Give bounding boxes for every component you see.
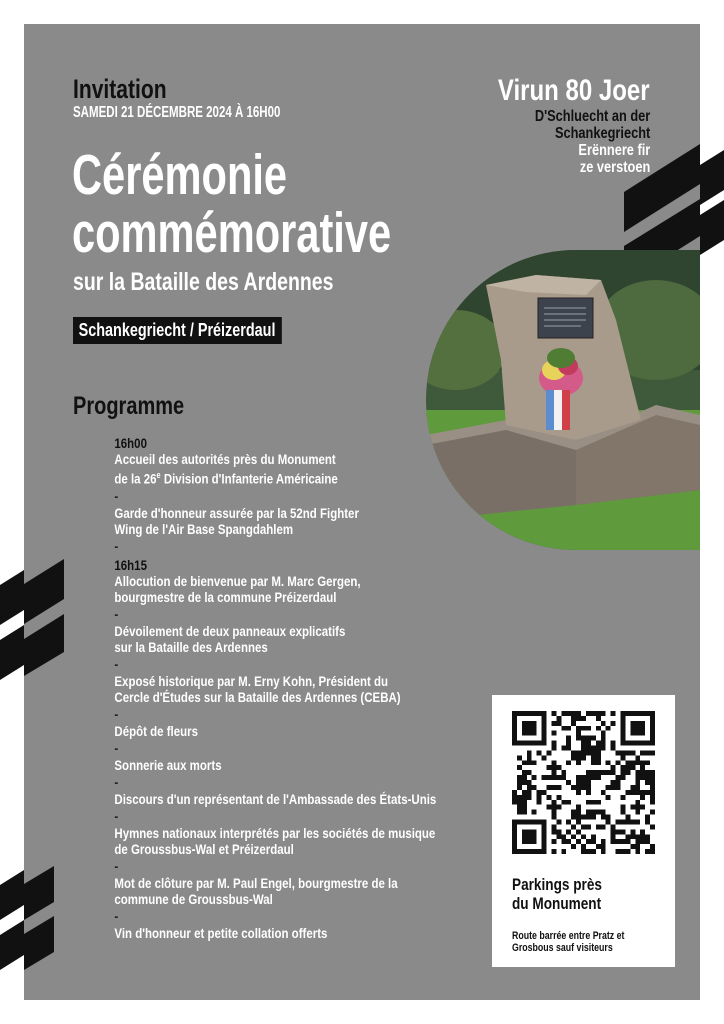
parking-note-line: Route barrée entre Pratz et: [512, 930, 625, 942]
programme-item: [114, 875, 491, 907]
programme-item-text: Division d'Infanterie Américaine: [160, 470, 338, 487]
separator: -: [114, 705, 119, 722]
programme-item: [114, 825, 491, 857]
programme-item-line: Hymnes nationaux interprétés par les sociétés de musique: [114, 824, 436, 841]
subtitle: sur la Bataille des Ardennes: [73, 268, 334, 296]
programme-item-line: Dévoilement de deux panneaux explicatifs: [114, 622, 346, 639]
event-date: SAMEDI 21 DÉCEMBRE 2024 À 16H00: [73, 104, 281, 121]
programme-time: 16h00: [114, 435, 147, 451]
programme-item: [114, 573, 491, 605]
anniversary-line-4: ze verstoen: [579, 159, 650, 176]
anniversary-line-3: Erënnere fir: [578, 142, 650, 159]
anniversary-line-1: D'Schluecht an der: [534, 108, 650, 125]
qr-code[interactable]: [512, 711, 655, 854]
programme-item-line: Mot de clôture par M. Paul Engel, bourgmestre de la: [114, 874, 398, 891]
programme-item: [114, 623, 491, 655]
parking-title-line: du Monument: [512, 894, 602, 913]
programme-item-line: bourgmestre de la commune Préizerdaul: [114, 588, 337, 605]
anniversary-title: Virun 80 Joer: [498, 74, 650, 107]
page-title: [72, 143, 392, 265]
parking-note: [512, 930, 624, 954]
programme-item-line: Cercle d'Études sur la Bataille des Ardennes (CEBA): [114, 688, 401, 705]
programme-item-line: Exposé historique par M. Erny Kohn, Président du: [114, 672, 389, 689]
programme-item-line: Wing de l'Air Base Spangdahlem: [114, 520, 294, 537]
separator: -: [114, 605, 119, 622]
parking-title: [512, 875, 602, 913]
programme-item-text: de la 26: [114, 470, 157, 487]
programme-item: Dépôt de fleurs: [114, 722, 198, 739]
parking-note-line: Grosbous sauf visiteurs: [512, 942, 613, 954]
separator: -: [114, 655, 119, 672]
location-badge: Schankegriecht / Préizerdaul: [73, 317, 282, 344]
programme-list: [114, 433, 491, 941]
programme-item: [114, 505, 491, 537]
programme-item: [114, 673, 491, 705]
anniversary-subtitle: [535, 108, 650, 176]
invitation-label: Invitation: [73, 74, 167, 104]
programme-time: 16h15: [114, 556, 147, 573]
superscript: e: [156, 470, 161, 480]
separator: -: [114, 807, 119, 824]
separator: -: [114, 739, 119, 756]
programme-item-line: Allocution de bienvenue par M. Marc Gergen,: [114, 572, 361, 589]
programme-item-line: commune de Groussbus-Wal: [114, 890, 273, 907]
programme-item: Discours d'un représentant de l'Ambassade des États-Unis: [114, 790, 437, 807]
programme-item-line: Accueil des autorités près du Monument: [114, 451, 336, 467]
programme-item: Sonnerie aux morts: [114, 756, 222, 773]
title-line-2: commémorative: [72, 201, 392, 265]
programme-item-line: sur la Bataille des Ardennes: [114, 638, 268, 655]
separator: -: [114, 487, 119, 504]
poster: [24, 24, 700, 1000]
parking-title-line: Parkings près: [512, 875, 602, 894]
title-line-1: Cérémonie: [72, 143, 288, 207]
programme-item: Vin d'honneur et petite collation offerts: [114, 924, 328, 941]
programme-heading: Programme: [73, 392, 185, 420]
programme-item-line: [114, 467, 491, 487]
separator: -: [114, 773, 119, 790]
separator: -: [114, 907, 119, 924]
separator: -: [114, 537, 119, 554]
parking-card: [492, 695, 675, 967]
programme-item-line: de Groussbus-Wal et Préizerdaul: [114, 840, 294, 857]
programme-item: [114, 451, 491, 487]
anniversary-line-2: Schankegriecht: [554, 125, 650, 142]
programme-item-line: Garde d'honneur assurée par la 52nd Fighter: [114, 504, 359, 521]
separator: -: [114, 857, 119, 874]
